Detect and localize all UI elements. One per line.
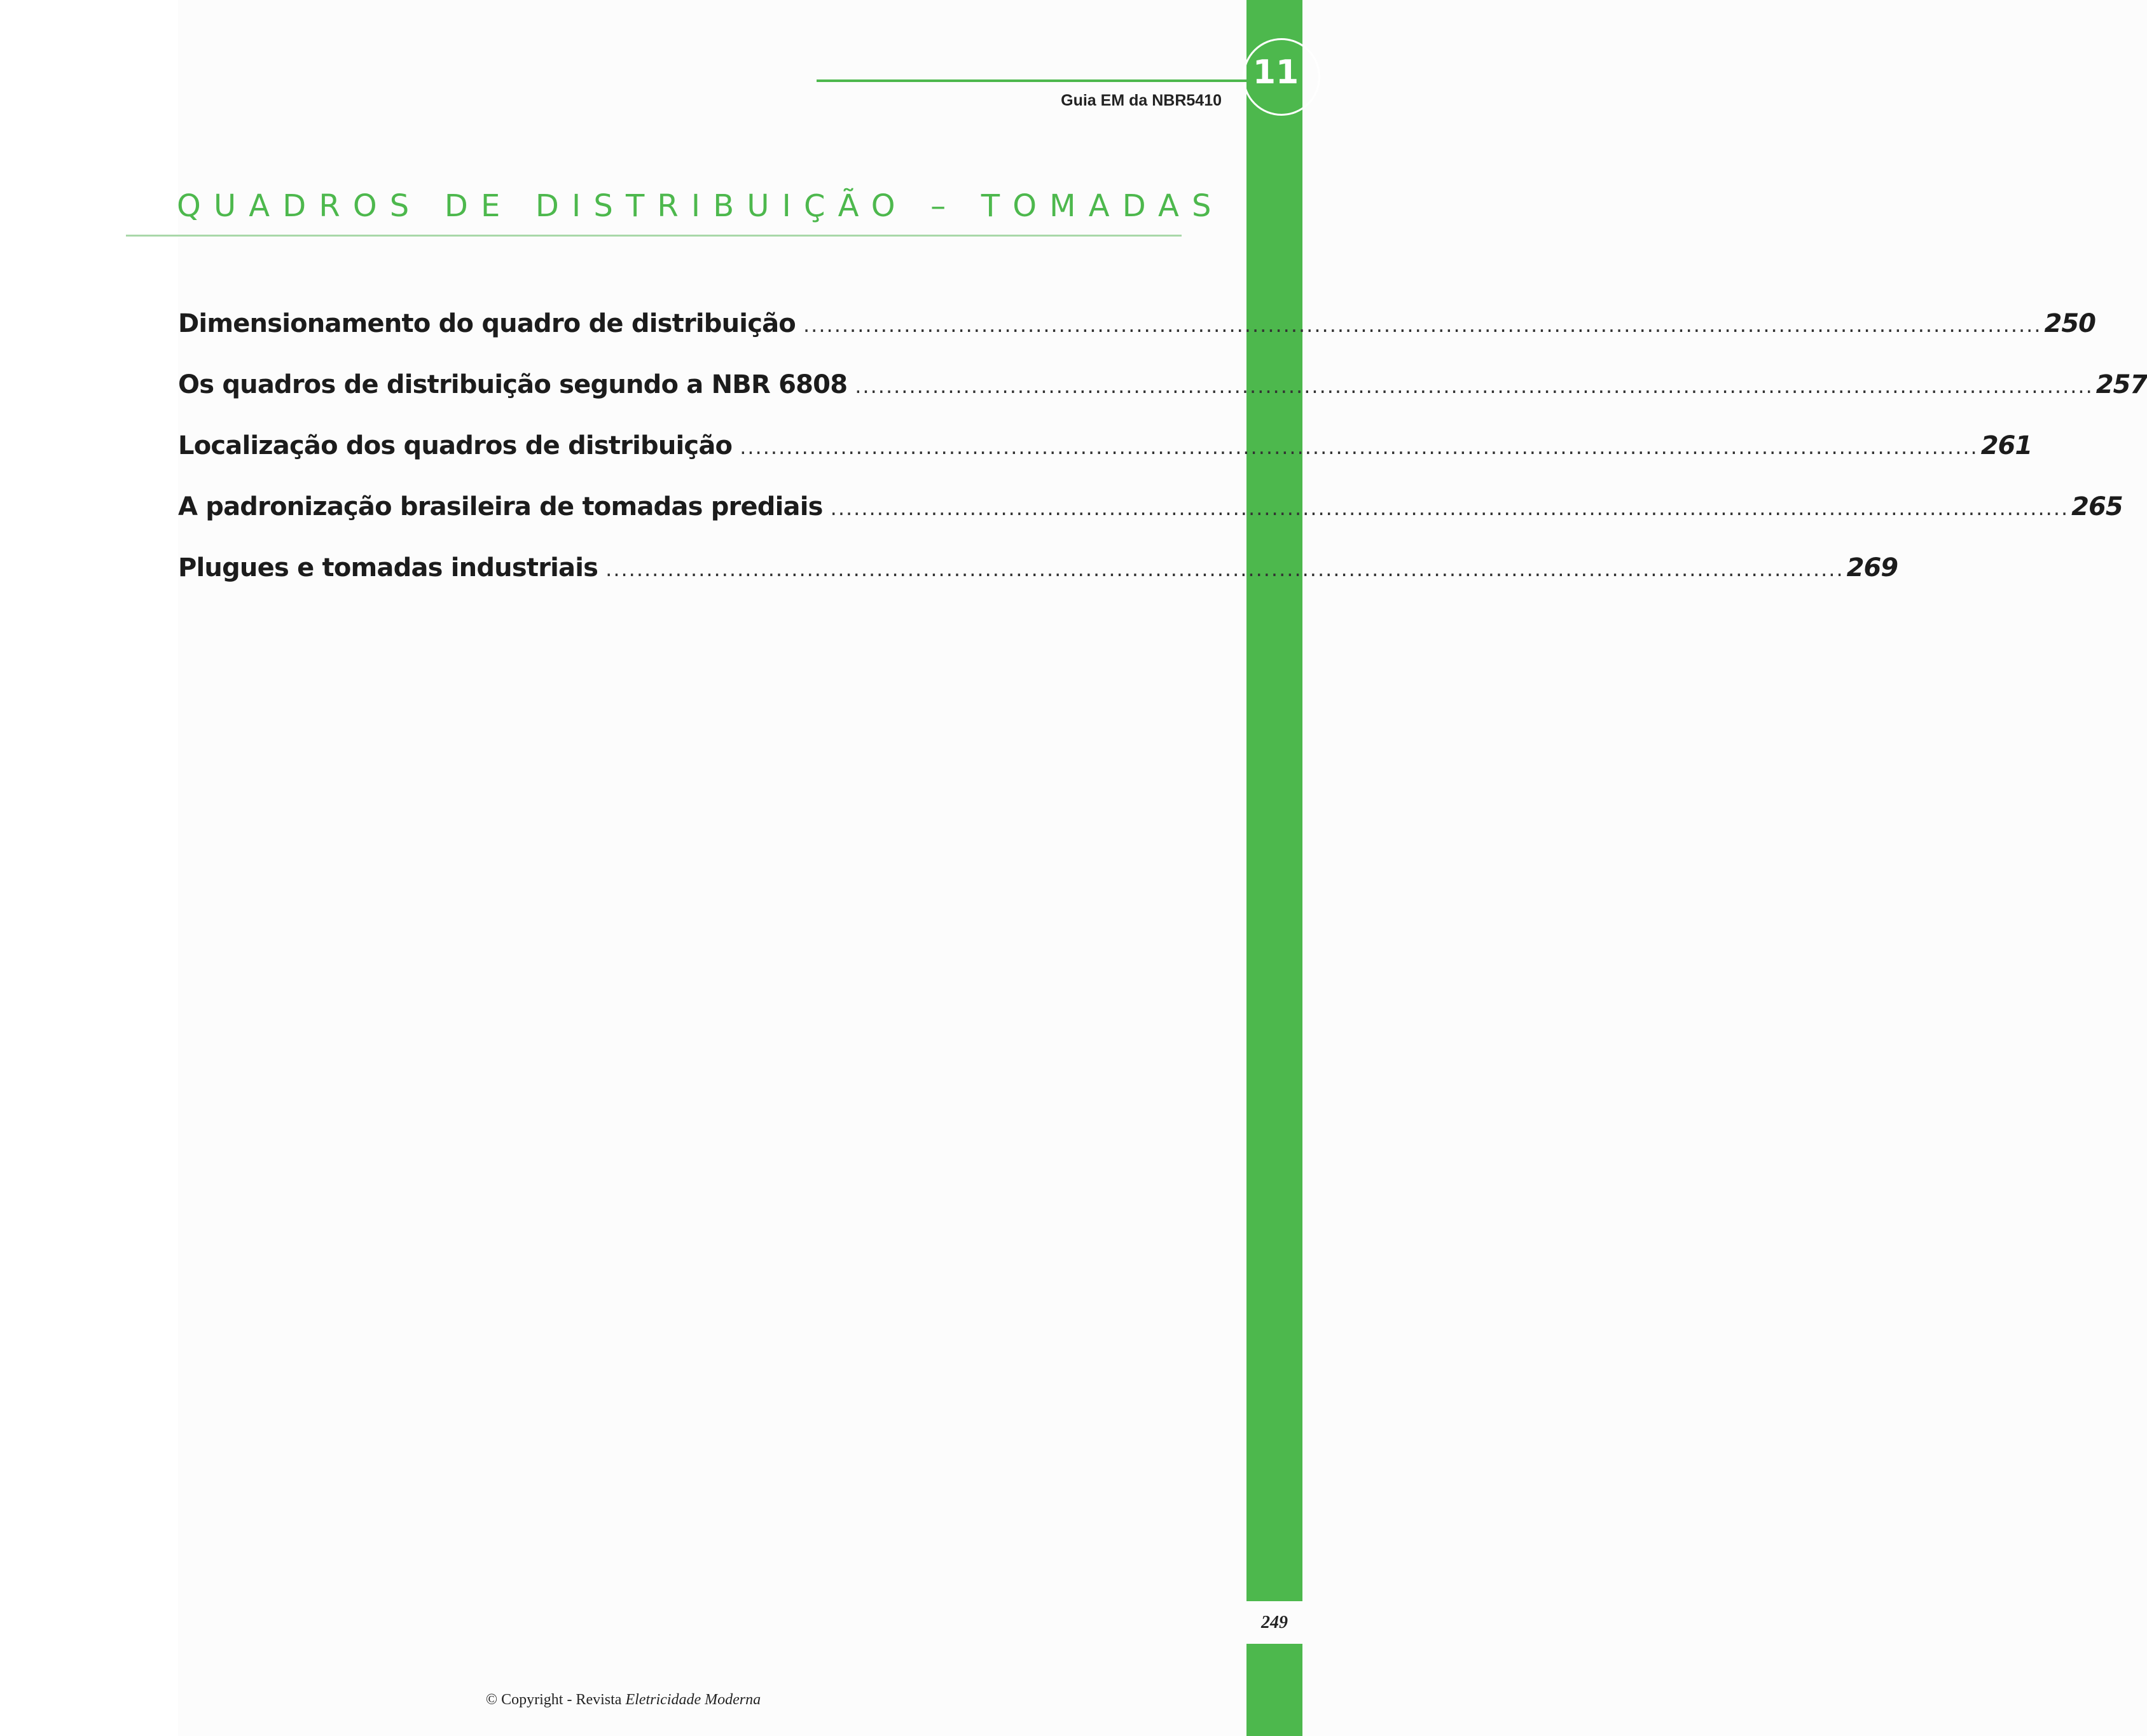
dot-leader: ................................................................................................................................................................ <box>855 374 2094 398</box>
chapter-side-bar-bottom <box>1246 1644 1302 1736</box>
chapter-side-bar <box>1246 0 1302 1601</box>
toc-entry-label: A padronização brasileira de tomadas prediais <box>178 492 823 521</box>
section-title: QUADROS DE DISTRIBUIÇÃO – TOMADAS <box>177 188 1224 224</box>
header-rule <box>817 79 1246 82</box>
toc-entry-page: 250 <box>2044 309 2095 338</box>
footer-prefix: © Copyright - Revista <box>485 1691 626 1708</box>
toc-entry[interactable] <box>178 431 2033 492</box>
toc-entry-label: Dimensionamento do quadro de distribuição <box>178 309 796 338</box>
toc-entry-label: Localização dos quadros de distribuição <box>178 431 733 460</box>
toc-entry-page: 257 <box>2095 370 2147 399</box>
toc-entry-label: Os quadros de distribuição segundo a NBR 6808 <box>178 370 848 399</box>
toc-entry[interactable] <box>178 309 2095 370</box>
toc-entry[interactable] <box>178 553 1898 614</box>
title-divider <box>126 235 1182 237</box>
toc-entry[interactable] <box>178 370 2147 431</box>
dot-leader: ................................................................................................................................................................ <box>803 313 2042 337</box>
footer-publication: Eletricidade Moderna <box>625 1691 761 1708</box>
page-margin <box>0 0 178 1736</box>
toc-entry[interactable] <box>178 492 2123 553</box>
toc-entry-label: Plugues e tomadas industriais <box>178 553 598 582</box>
table-of-contents <box>178 309 2147 614</box>
dot-leader: ................................................................................................................................................................ <box>740 435 1978 459</box>
page-number: 249 <box>1261 1612 1288 1632</box>
chapter-number: 11 <box>1252 53 1299 92</box>
dot-leader: ................................................................................................................................................................ <box>830 496 2069 520</box>
dot-leader: ................................................................................................................................................................ <box>605 557 1844 581</box>
copyright-footer <box>0 1691 1246 1709</box>
toc-entry-page: 269 <box>1846 553 1898 582</box>
running-title: Guia EM da NBR5410 <box>1061 92 1222 109</box>
toc-entry-page: 265 <box>2071 492 2123 521</box>
toc-entry-page: 261 <box>1980 431 2033 460</box>
